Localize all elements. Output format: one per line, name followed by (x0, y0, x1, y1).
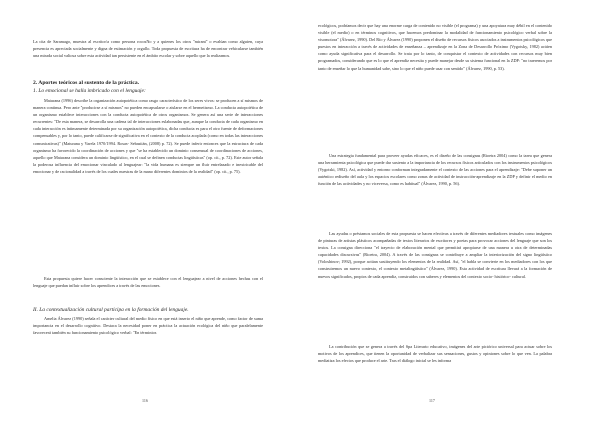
left-page (33, 0, 263, 424)
page-number-left: 116 (142, 398, 148, 403)
subheading-emotional-language: 1. Lo emocional se halla imbricado con el lenguaje: (33, 88, 146, 94)
paragraph-maturana: Maturana (1996) describe la organización autopoiética como rasgo característico de los seres vivos: se producen a sí mismos de manera continua. Pero ante "producirse a sí mismos" no pueden encapsularse o aislarse en el hermetismo. La conducta autopoiética de un organismo establece interacciones con la conducta autopoiética de otros organismos. Se genera así una serie de interacciones recurrentes: "De esta manera, se desarrolla una cadena tal de interacciones eslabonadas que, aunque la conducta de cada organismo en cada interacción es íntimamente determinada por su organización autopoiética, dicha conducta es para el otro fuente de deformaciones compensables y, por lo tanto, puede calificarse de significativa en el contexto de la conducta acoplada (como en todas las interacciones comunicativas)" (Maturana y Varela 1970/1994. Rosas- Sebastián, (2008) p. 72). Se puede inferir entonces que la estructura de cada organismo ha favorecido la coordinación de acciones y que "se ha establecido un dominio consensual de coordinaciones de acciones, aquello que Maturana considera un dominio lingüístico, en el cual se definen conductas lingüísticas" (op. cit., p. 72). Este autor señala la poderosa influencia del emocionar vinculado al lenguajear: "la vida humana es siempre un fluir entrelazado e inextricable del emocionar y de racionalidad a través de los cuales nuestras de la mano diferentes dominios de la realidad" (op. cit., p. 75). (33, 98, 263, 174)
right-page (318, 0, 552, 424)
subheading-cultural-context: II. La contextualización cultural participa en la formación del lenguaje. (33, 307, 189, 313)
paragraph-consignas: Una estrategia fundamental para proveer ayudas eficaces, es el diseño de las consignas (Rioetra 2004) como la tarea que genera una herramienta psicológica que puede dar sustento a la importancia de los recursos físicos articulados con los instrumentos psicológicos (Vygotski, 1982). Así, actividad y entorno conforman integradamente el contexto de las acciones para el aprendizaje: "Debe suponer un auténtico rediseño del aula y los espacios escolares como zonas de actividad de instrucción-aprendizaje en la ZDP y definir el medio en función de las actividades y no viceversa, como es habitual" (Álvarez, 1990, p. 56). (318, 153, 552, 187)
section-heading: 2. Aportes teóricos al sustento de la práctica. (33, 80, 140, 86)
paragraph-spa-literario: La contribución que se genera a través del Spa Literario educativo, imágenes del arte pictórico universal para actuar sobre los motivos de los aprendices, que tienen la oportunidad de verbalizar sus sensaciones, gustos y opiniones sobre lo que ven. La palabra mediatiza los efectos que produce el arte. Tras el diálogo inicial se les informa (318, 344, 552, 364)
page-number-right: 117 (429, 398, 435, 403)
paragraph-proposal: Esta propuesta quiere hacer consciente la interacción que se establece con el lenguajear a nivel de acciones hechas con el lenguaje que puedan influir sobre los aprendices a través de las emociones. (33, 276, 263, 289)
paragraph-saramago-quote: La cita de Saramago, muestra al escritor/a como persona rocosNo y a quienes los otros "mirant" o evalúan como alguien, cuya presencia es apreciada socialmente y digna de estimación y orgullo. Toda propuesta de escritura ha de encontrar vehicularse también una mirada social valiosa sobre esta actividad tan persistente en el ámbito escolar y sobre aquello que la realizamos. (33, 39, 263, 59)
paragraph-mediators: Las ayudas o préstamos sociales de esta propuesta se hacen efectivas a través de diferentes mediadores textuales como imágenes de pinturas de artistas plásticos acompañadas de textos literarios de escritores y poetas para provocar acciones del lenguaje que son los textos. La consigna direcciona "el trayecto de elaboración mental que permitirá apropiarse de una manera u otra de determinadas capacidades discursivas" (Rioetra, 2004). A través de las consignas se contribuye a ampliar la interiorización del signo lingüístico (Voloshinov; 1992), porque actúan sustituyendo los elementos de la realidad. Así, "el habla se convierte en los mediadores con los que construiremos un nuevo contexto, el contexto metalingüístico" (Álvarez, 1990). Esta actividad de escritura llevará a la formación de nuevos significados, propios de cada aprendiz, construidos con saberes y elementos del contexto socio- histórico- cultural. (318, 231, 552, 279)
paragraph-alvarez: Amelia Álvarez (1990) señala el carácter cultural del medio físico en que está inserto el niño que aprende, como factor de suma importancia en el desarrollo cognitivo. Destaca la necesidad poner en práctica la actuación ecológica del niño que paralelamente favorecerá también su funcionamiento psicológico verbal: "En términios (33, 316, 263, 336)
paragraph-ecological: ecológicos, podríamos decir que hay una enorme carga de contenido no visible (el programa) y una apoyatura muy débil en el contenido visible (el medio) o en términos cognitivos, que hacemos predominar la modalidad de funcionamiento psicológico verbal sobre la visomotora" (Álvarez, 1990). Del Río y Álvarez (1990) proponen el diseño de recursos físicos asociados a instrumentos psicológicos que puestos en interacción a través de actividades de enseñanza – aprendizaje en la Zona de Desarrollo Próximo (Vygotsky, 1982) actúen como ayuda significativa para el desarrollo. Se trata por lo tanto, de conquistar el contexto de actividades con recursos muy bien programados, considerando que es lo que el aprendiz necesita y puede manejar desde su sistema funcional en la ZDP: "no traeremos por tanto de enseñar lo que la humanidad sabe, sino lo que el niño puede usar con sentido" (Álvarez, 1990, p. 53). (318, 23, 552, 71)
